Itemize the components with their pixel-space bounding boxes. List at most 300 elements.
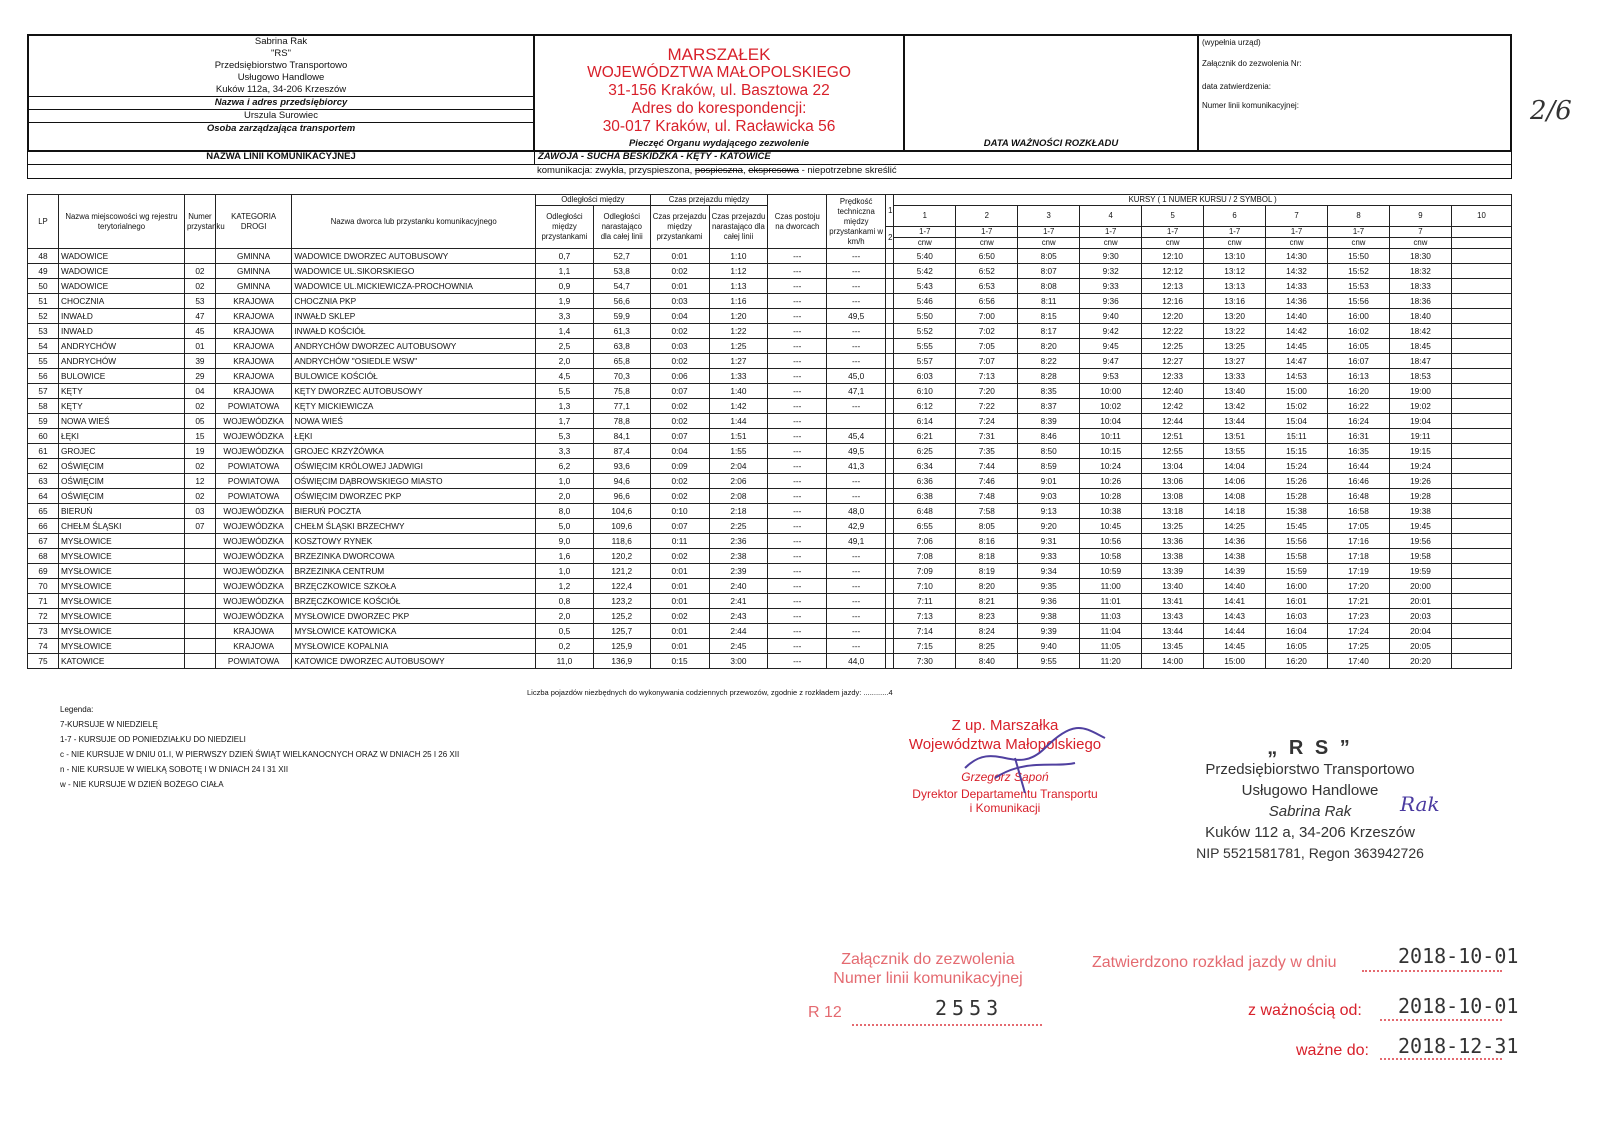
cell-stop-time: --- bbox=[768, 549, 827, 564]
cell-departure-time bbox=[1451, 654, 1511, 669]
cell-lp: 63 bbox=[28, 474, 59, 489]
cell-departure-time: 7:58 bbox=[956, 504, 1018, 519]
cell-departure-time: 14:47 bbox=[1266, 354, 1328, 369]
attachment-number: 2553 bbox=[935, 996, 1004, 1020]
cell-distance-cumulative: 59,9 bbox=[593, 309, 650, 324]
cell-departure-time: 10:00 bbox=[1080, 384, 1142, 399]
header-run-days: 1-7 bbox=[1142, 227, 1204, 238]
cell-stop-number: 04 bbox=[184, 384, 215, 399]
cell-speed: --- bbox=[827, 324, 886, 339]
table-row bbox=[28, 324, 1512, 339]
validity-label: DATA WAŻNOŚCI ROZKŁADU bbox=[983, 138, 1119, 149]
cell-stop-name: BRZEZINKA DWORCOWA bbox=[292, 549, 536, 564]
cell-stop-name: KĘTY MICKIEWICZA bbox=[292, 399, 536, 414]
cell-departure-time: 16:07 bbox=[1328, 354, 1390, 369]
cell-time-cumulative: 1:55 bbox=[709, 444, 768, 459]
cell-departure-time: 11:01 bbox=[1080, 594, 1142, 609]
office-field-line-number: Numer linii komunikacyjnej: bbox=[1202, 101, 1299, 110]
cell-departure-time: 14:30 bbox=[1266, 249, 1328, 264]
legend-item: 1-7 - KURSUJE OD PONIEDZIAŁKU DO NIEDZIELI bbox=[60, 735, 246, 744]
cell-spacer bbox=[886, 474, 894, 489]
cell-departure-time: 15:56 bbox=[1328, 294, 1390, 309]
cell-departure-time: 15:26 bbox=[1266, 474, 1328, 489]
cell-distance-cumulative: 77,1 bbox=[593, 399, 650, 414]
cell-place: MYSŁOWICE bbox=[58, 639, 184, 654]
cell-category: POWIATOWA bbox=[215, 459, 291, 474]
cell-departure-time bbox=[1451, 384, 1511, 399]
cell-departure-time: 15:28 bbox=[1266, 489, 1328, 504]
cell-stop-number: 07 bbox=[184, 519, 215, 534]
cell-departure-time: 8:20 bbox=[956, 579, 1018, 594]
cell-stop-time: --- bbox=[768, 444, 827, 459]
cell-departure-time bbox=[1451, 444, 1511, 459]
header-time-between: Czas przejazdu między przystankami bbox=[650, 206, 709, 249]
cell-lp: 49 bbox=[28, 264, 59, 279]
cell-departure-time: 16:35 bbox=[1328, 444, 1390, 459]
cell-departure-time: 16:31 bbox=[1328, 429, 1390, 444]
cell-distance: 4,5 bbox=[536, 369, 594, 384]
cell-departure-time: 13:40 bbox=[1142, 579, 1204, 594]
cell-departure-time: 13:06 bbox=[1142, 474, 1204, 489]
header-block bbox=[27, 34, 1512, 152]
cell-departure-time: 18:33 bbox=[1389, 279, 1451, 294]
cell-departure-time: 10:26 bbox=[1080, 474, 1142, 489]
cell-departure-time: 8:21 bbox=[956, 594, 1018, 609]
cell-stop-number bbox=[184, 639, 215, 654]
cell-category: WOJEWÓDZKA bbox=[215, 594, 291, 609]
cell-distance: 9,0 bbox=[536, 534, 594, 549]
cell-departure-time: 13:10 bbox=[1204, 249, 1266, 264]
cell-category: GMINNA bbox=[215, 249, 291, 264]
cell-departure-time: 17:16 bbox=[1328, 534, 1390, 549]
cell-departure-time: 8:11 bbox=[1018, 294, 1080, 309]
cell-departure-time: 15:15 bbox=[1266, 444, 1328, 459]
cell-time-cumulative: 2:36 bbox=[709, 534, 768, 549]
cell-stop-time: --- bbox=[768, 324, 827, 339]
cell-departure-time: 7:44 bbox=[956, 459, 1018, 474]
table-row bbox=[28, 549, 1512, 564]
cell-departure-time: 8:05 bbox=[956, 519, 1018, 534]
cell-departure-time: 12:55 bbox=[1142, 444, 1204, 459]
cell-lp: 52 bbox=[28, 309, 59, 324]
cell-departure-time bbox=[1451, 429, 1511, 444]
cell-stop-time: --- bbox=[768, 594, 827, 609]
header-time-group: Czas przejazdu między bbox=[650, 195, 768, 206]
cell-time: 0:15 bbox=[650, 654, 709, 669]
approval-name: Grzegorz Sapoń bbox=[961, 770, 1049, 784]
cell-departure-time: 18:47 bbox=[1389, 354, 1451, 369]
cell-lp: 61 bbox=[28, 444, 59, 459]
cell-distance-cumulative: 61,3 bbox=[593, 324, 650, 339]
cell-stop-number: 02 bbox=[184, 399, 215, 414]
cell-stop-name: NOWA WIEŚ bbox=[292, 414, 536, 429]
cell-departure-time: 16:00 bbox=[1266, 579, 1328, 594]
table-row bbox=[28, 444, 1512, 459]
cell-time: 0:03 bbox=[650, 339, 709, 354]
cell-place: ANDRYCHÓW bbox=[58, 354, 184, 369]
cell-place: INWAŁD bbox=[58, 324, 184, 339]
header-run-days: 7 bbox=[1389, 227, 1451, 238]
cell-departure-time: 6:48 bbox=[894, 504, 956, 519]
cell-stop-number: 15 bbox=[184, 429, 215, 444]
cell-time: 0:01 bbox=[650, 279, 709, 294]
cell-distance-cumulative: 121,2 bbox=[593, 564, 650, 579]
cell-distance-cumulative: 120,2 bbox=[593, 549, 650, 564]
cell-departure-time: 9:40 bbox=[1018, 639, 1080, 654]
cell-spacer bbox=[886, 399, 894, 414]
cell-stop-name: KATOWICE DWORZEC AUTOBUSOWY bbox=[292, 654, 536, 669]
approval-line: Województwa Małopolskiego bbox=[908, 736, 1102, 753]
cell-departure-time: 6:52 bbox=[956, 264, 1018, 279]
cell-stop-name: INWAŁD SKLEP bbox=[292, 309, 536, 324]
communication-row bbox=[27, 165, 1512, 179]
cell-departure-time: 8:07 bbox=[1018, 264, 1080, 279]
cell-departure-time: 18:36 bbox=[1389, 294, 1451, 309]
vehicles-note: Liczba pojazdów niezbędnych do wykonywania codziennych przewozów, zgodnie z rozkładem jazdy: ............4 bbox=[527, 688, 893, 697]
cell-departure-time: 7:02 bbox=[956, 324, 1018, 339]
cell-departure-time: 9:45 bbox=[1080, 339, 1142, 354]
cell-departure-time: 19:38 bbox=[1389, 504, 1451, 519]
cell-place: MYSŁOWICE bbox=[58, 609, 184, 624]
cell-lp: 68 bbox=[28, 549, 59, 564]
legend bbox=[60, 702, 459, 792]
cell-time: 0:04 bbox=[650, 309, 709, 324]
cell-stop-time: --- bbox=[768, 534, 827, 549]
cell-departure-time: 17:18 bbox=[1328, 549, 1390, 564]
validity-section bbox=[905, 36, 1199, 150]
cell-stop-time: --- bbox=[768, 579, 827, 594]
cell-departure-time: 7:22 bbox=[956, 399, 1018, 414]
cell-distance-cumulative: 125,7 bbox=[593, 624, 650, 639]
cell-departure-time: 7:06 bbox=[894, 534, 956, 549]
cell-distance-cumulative: 93,6 bbox=[593, 459, 650, 474]
cell-departure-time: 5:50 bbox=[894, 309, 956, 324]
cell-distance: 1,0 bbox=[536, 564, 594, 579]
cell-distance-cumulative: 78,8 bbox=[593, 414, 650, 429]
cell-departure-time: 19:00 bbox=[1389, 384, 1451, 399]
cell-distance: 0,8 bbox=[536, 594, 594, 609]
table-row bbox=[28, 639, 1512, 654]
cell-lp: 71 bbox=[28, 594, 59, 609]
header-stop-name: Nazwa dworca lub przystanku komunikacyjnego bbox=[292, 195, 536, 249]
cell-stop-number bbox=[184, 249, 215, 264]
cell-time-cumulative: 2:41 bbox=[709, 594, 768, 609]
valid-from-dots bbox=[1380, 1019, 1502, 1021]
cell-departure-time: 12:51 bbox=[1142, 429, 1204, 444]
cell-distance-cumulative: 54,7 bbox=[593, 279, 650, 294]
cell-spacer bbox=[886, 654, 894, 669]
cell-departure-time: 11:05 bbox=[1080, 639, 1142, 654]
cell-stop-number: 19 bbox=[184, 444, 215, 459]
cell-spacer bbox=[886, 609, 894, 624]
cell-departure-time: 13:22 bbox=[1204, 324, 1266, 339]
cell-departure-time: 15:00 bbox=[1204, 654, 1266, 669]
cell-departure-time: 7:24 bbox=[956, 414, 1018, 429]
header-run-number: 2 bbox=[956, 206, 1018, 227]
cell-stop-time: --- bbox=[768, 339, 827, 354]
stamp-line: 31-156 Kraków, ul. Basztowa 22 bbox=[608, 82, 830, 99]
cell-time: 0:07 bbox=[650, 384, 709, 399]
cell-departure-time: 12:33 bbox=[1142, 369, 1204, 384]
cell-speed: --- bbox=[827, 294, 886, 309]
cell-departure-time: 13:33 bbox=[1204, 369, 1266, 384]
table-row bbox=[28, 609, 1512, 624]
cell-departure-time: 19:15 bbox=[1389, 444, 1451, 459]
cell-speed: --- bbox=[827, 609, 886, 624]
cell-departure-time: 8:40 bbox=[956, 654, 1018, 669]
cell-time-cumulative: 2:45 bbox=[709, 639, 768, 654]
cell-departure-time: 8:08 bbox=[1018, 279, 1080, 294]
cell-departure-time: 9:33 bbox=[1080, 279, 1142, 294]
cell-stop-number: 03 bbox=[184, 504, 215, 519]
cell-time-cumulative: 1:44 bbox=[709, 414, 768, 429]
cell-departure-time: 13:45 bbox=[1142, 639, 1204, 654]
cell-departure-time: 16:01 bbox=[1266, 594, 1328, 609]
cell-departure-time: 7:35 bbox=[956, 444, 1018, 459]
cell-time-cumulative: 1:25 bbox=[709, 339, 768, 354]
cell-departure-time: 16:20 bbox=[1266, 654, 1328, 669]
cell-departure-time: 13:44 bbox=[1204, 414, 1266, 429]
carrier-line: Przedsiębiorstwo Transportowo bbox=[1205, 761, 1415, 778]
cell-speed: 42,9 bbox=[827, 519, 886, 534]
cell-departure-time: 14:44 bbox=[1204, 624, 1266, 639]
table-row bbox=[28, 459, 1512, 474]
cell-departure-time: 18:32 bbox=[1389, 264, 1451, 279]
cell-stop-time: --- bbox=[768, 414, 827, 429]
cell-departure-time: 7:48 bbox=[956, 489, 1018, 504]
cell-departure-time bbox=[1451, 504, 1511, 519]
cell-time: 0:01 bbox=[650, 579, 709, 594]
cell-time: 0:01 bbox=[650, 594, 709, 609]
cell-departure-time: 5:52 bbox=[894, 324, 956, 339]
cell-speed: 47,1 bbox=[827, 384, 886, 399]
cell-departure-time: 18:30 bbox=[1389, 249, 1451, 264]
cell-distance-cumulative: 96,6 bbox=[593, 489, 650, 504]
cell-departure-time: 9:20 bbox=[1018, 519, 1080, 534]
cell-stop-number bbox=[184, 549, 215, 564]
cell-spacer bbox=[886, 594, 894, 609]
cell-spacer bbox=[886, 504, 894, 519]
cell-speed: --- bbox=[827, 264, 886, 279]
cell-spacer bbox=[886, 534, 894, 549]
cell-departure-time: 13:27 bbox=[1204, 354, 1266, 369]
cell-stop-number bbox=[184, 564, 215, 579]
cell-stop-name: ANDRYCHÓW "OSIEDLE WSW" bbox=[292, 354, 536, 369]
cell-departure-time: 10:04 bbox=[1080, 414, 1142, 429]
legend-title: Legenda: bbox=[60, 705, 94, 714]
cell-departure-time: 15:04 bbox=[1266, 414, 1328, 429]
cell-departure-time bbox=[1451, 579, 1511, 594]
header-speed: Prędkość techniczna między przystankami w km/h bbox=[827, 195, 886, 249]
cell-stop-name: INWAŁD KOŚCIÓŁ bbox=[292, 324, 536, 339]
cell-departure-time: 17:19 bbox=[1328, 564, 1390, 579]
cell-distance: 2,0 bbox=[536, 489, 594, 504]
cell-distance: 2,5 bbox=[536, 339, 594, 354]
cell-time: 0:01 bbox=[650, 639, 709, 654]
cell-category: KRAJOWA bbox=[215, 339, 291, 354]
cell-departure-time: 13:40 bbox=[1204, 384, 1266, 399]
table-row bbox=[28, 489, 1512, 504]
header-time-cumulative: Czas przejazdu narastająco dla całej linii bbox=[709, 206, 768, 249]
cell-departure-time: 7:13 bbox=[894, 609, 956, 624]
cell-stop-number bbox=[184, 654, 215, 669]
carrier-line: Sabrina Rak bbox=[1268, 803, 1352, 820]
cell-distance: 1,1 bbox=[536, 264, 594, 279]
cell-departure-time: 13:08 bbox=[1142, 489, 1204, 504]
cell-lp: 74 bbox=[28, 639, 59, 654]
cell-distance: 1,2 bbox=[536, 579, 594, 594]
cell-departure-time: 15:59 bbox=[1266, 564, 1328, 579]
header-run-number: 1 bbox=[894, 206, 956, 227]
cell-distance-cumulative: 87,4 bbox=[593, 444, 650, 459]
cell-departure-time: 6:38 bbox=[894, 489, 956, 504]
cell-category: POWIATOWA bbox=[215, 654, 291, 669]
attachment-prefix: R 12 bbox=[808, 1004, 842, 1021]
cell-lp: 75 bbox=[28, 654, 59, 669]
cell-departure-time: 13:25 bbox=[1204, 339, 1266, 354]
cell-spacer bbox=[886, 579, 894, 594]
cell-stop-time: --- bbox=[768, 489, 827, 504]
cell-stop-name: BULOWICE KOŚCIÓŁ bbox=[292, 369, 536, 384]
cell-departure-time: 5:42 bbox=[894, 264, 956, 279]
cell-departure-time: 17:05 bbox=[1328, 519, 1390, 534]
company-line: Sabrina Rak bbox=[254, 36, 308, 47]
cell-stop-number: 01 bbox=[184, 339, 215, 354]
cell-departure-time: 16:04 bbox=[1266, 624, 1328, 639]
cell-place: MYSŁOWICE bbox=[58, 534, 184, 549]
cell-departure-time: 15:56 bbox=[1266, 534, 1328, 549]
header-run-days: 1-7 bbox=[894, 227, 956, 238]
cell-departure-time: 5:55 bbox=[894, 339, 956, 354]
cell-stop-number: 29 bbox=[184, 369, 215, 384]
cell-lp: 64 bbox=[28, 489, 59, 504]
cell-departure-time: 9:55 bbox=[1018, 654, 1080, 669]
cell-distance: 1,9 bbox=[536, 294, 594, 309]
cell-speed: 45,4 bbox=[827, 429, 886, 444]
cell-lp: 55 bbox=[28, 354, 59, 369]
header-run-symbol bbox=[1451, 238, 1511, 249]
cell-stop-name: CHEŁM ŚLĄSKI BRZECHWY bbox=[292, 519, 536, 534]
carrier-signature: Rak bbox=[1400, 792, 1440, 816]
cell-lp: 59 bbox=[28, 414, 59, 429]
table-row bbox=[28, 624, 1512, 639]
cell-departure-time: 8:28 bbox=[1018, 369, 1080, 384]
cell-stop-name: MYSŁOWICE DWORZEC PKP bbox=[292, 609, 536, 624]
cell-departure-time: 14:00 bbox=[1142, 654, 1204, 669]
office-field-date: data zatwierdzenia: bbox=[1202, 82, 1271, 91]
header-run-days: 1-7 bbox=[1018, 227, 1080, 238]
cell-departure-time: 20:03 bbox=[1389, 609, 1451, 624]
cell-time-cumulative: 1:40 bbox=[709, 384, 768, 399]
cell-departure-time: 8:46 bbox=[1018, 429, 1080, 444]
cell-departure-time: 17:23 bbox=[1328, 609, 1390, 624]
header-run-number: 5 bbox=[1142, 206, 1204, 227]
header-stop-number: Numer przystanku bbox=[184, 195, 215, 249]
cell-departure-time: 10:59 bbox=[1080, 564, 1142, 579]
cell-departure-time: 7:15 bbox=[894, 639, 956, 654]
cell-time: 0:02 bbox=[650, 609, 709, 624]
cell-spacer bbox=[886, 279, 894, 294]
cell-category: KRAJOWA bbox=[215, 324, 291, 339]
cell-departure-time: 13:13 bbox=[1204, 279, 1266, 294]
cell-departure-time: 7:05 bbox=[956, 339, 1018, 354]
cell-place: BULOWICE bbox=[58, 369, 184, 384]
cell-stop-name: BIERUŃ POCZTA bbox=[292, 504, 536, 519]
cell-lp: 50 bbox=[28, 279, 59, 294]
cell-place: MYSŁOWICE bbox=[58, 564, 184, 579]
table-row bbox=[28, 339, 1512, 354]
valid-from-label: z ważnością od: bbox=[1248, 1002, 1362, 1019]
cell-spacer bbox=[886, 444, 894, 459]
header-run-number: 9 bbox=[1389, 206, 1451, 227]
cell-departure-time: 19:04 bbox=[1389, 414, 1451, 429]
cell-speed: 44,0 bbox=[827, 654, 886, 669]
communication-option: zwykła bbox=[595, 165, 624, 176]
cell-departure-time: 9:01 bbox=[1018, 474, 1080, 489]
cell-distance: 2,0 bbox=[536, 609, 594, 624]
header-run-symbol: cnw bbox=[1080, 238, 1142, 249]
cell-departure-time: 10:45 bbox=[1080, 519, 1142, 534]
cell-time-cumulative: 2:06 bbox=[709, 474, 768, 489]
table-row bbox=[28, 354, 1512, 369]
cell-departure-time: 7:00 bbox=[956, 309, 1018, 324]
cell-departure-time: 13:18 bbox=[1142, 504, 1204, 519]
cell-departure-time: 19:56 bbox=[1389, 534, 1451, 549]
cell-lp: 70 bbox=[28, 579, 59, 594]
cell-departure-time: 12:12 bbox=[1142, 264, 1204, 279]
cell-departure-time: 8:23 bbox=[956, 609, 1018, 624]
cell-distance-cumulative: 122,4 bbox=[593, 579, 650, 594]
cell-departure-time bbox=[1451, 489, 1511, 504]
stamp-line: WOJEWÓDZTWA MAŁOPOLSKIEGO bbox=[587, 64, 851, 81]
cell-place: CHOCZNIA bbox=[58, 294, 184, 309]
cell-stop-time: --- bbox=[768, 519, 827, 534]
header-run-number: 3 bbox=[1018, 206, 1080, 227]
cell-speed: --- bbox=[827, 279, 886, 294]
cell-departure-time bbox=[1451, 399, 1511, 414]
cell-category: KRAJOWA bbox=[215, 639, 291, 654]
cell-distance-cumulative: 52,7 bbox=[593, 249, 650, 264]
company-section bbox=[29, 36, 535, 150]
cell-departure-time: 14:40 bbox=[1266, 309, 1328, 324]
communication-option: przyspieszona bbox=[628, 165, 690, 176]
cell-departure-time: 18:42 bbox=[1389, 324, 1451, 339]
cell-departure-time: 14:43 bbox=[1204, 609, 1266, 624]
communication-option-struck: pospieszna bbox=[694, 165, 743, 176]
cell-departure-time: 10:56 bbox=[1080, 534, 1142, 549]
stamp-line: 30-017 Kraków, ul. Racławicka 56 bbox=[602, 118, 836, 135]
cell-departure-time: 8:18 bbox=[956, 549, 1018, 564]
cell-departure-time: 16:03 bbox=[1266, 609, 1328, 624]
cell-stop-number: 53 bbox=[184, 294, 215, 309]
valid-to-date: 2018-12-31 bbox=[1398, 1034, 1519, 1058]
cell-departure-time: 14:06 bbox=[1204, 474, 1266, 489]
cell-distance: 0,5 bbox=[536, 624, 594, 639]
cell-stop-number: 39 bbox=[184, 354, 215, 369]
table-row bbox=[28, 474, 1512, 489]
header-run-symbol: cnw bbox=[1142, 238, 1204, 249]
cell-departure-time: 20:00 bbox=[1389, 579, 1451, 594]
cell-departure-time: 19:02 bbox=[1389, 399, 1451, 414]
cell-distance-cumulative: 70,3 bbox=[593, 369, 650, 384]
cell-departure-time: 15:58 bbox=[1266, 549, 1328, 564]
cell-departure-time bbox=[1451, 624, 1511, 639]
cell-distance: 0,9 bbox=[536, 279, 594, 294]
cell-time-cumulative: 1:27 bbox=[709, 354, 768, 369]
legend-item: n - NIE KURSUJE W WIELKĄ SOBOTĘ I W DNIACH 24 I 31 XII bbox=[60, 765, 289, 774]
cell-time-cumulative: 1:12 bbox=[709, 264, 768, 279]
cell-category: WOJEWÓDZKA bbox=[215, 429, 291, 444]
